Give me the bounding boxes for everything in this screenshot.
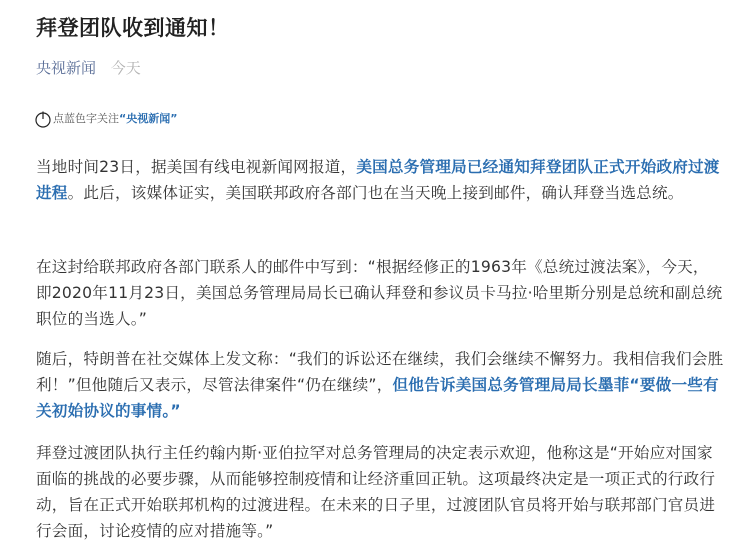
- paragraph-1-highlight: 美国总务管理局已经通知拜登团队正式开始政府过渡进程: [36, 158, 720, 202]
- power-icon: [34, 110, 52, 128]
- paragraph-3-highlight: 但他告诉美国总务管理局局长墨菲“要做一些有关初始协议的事情。”: [36, 376, 719, 420]
- article-meta: [36, 58, 141, 78]
- source-account-link[interactable]: 央视新闻: [36, 59, 97, 77]
- follow-prompt-text: 点蓝色字关注: [53, 112, 119, 125]
- publish-date: 今天: [110, 59, 141, 77]
- paragraph-4: 拜登过渡团队执行主任约翰内斯·亚伯拉罕对总务管理局的决定表示欢迎，他称这是“开始应对国家面临的挑战的必要步骤，从而能够控制疫情和让经济重回正轨。这项最终决定是一项正式的行政行动，旨在正式开始联邦机构的过渡进程。在未来的日子里，过渡团队官员将开始与联邦部门官员进行会面，讨论疫情的应对措施等。”: [36, 444, 716, 540]
- paragraph-1: [36, 154, 724, 206]
- follow-account-link[interactable]: “央视新闻”: [119, 112, 178, 125]
- paragraph-3-text: 随后，特朗普在社交媒体上发文称：“我们的诉讼还在继续，我们会继续不懈努力。我相信我们会胜利！”但他随后又表示，尽管法律案件“仍在继续”，: [36, 350, 724, 394]
- paragraph-1-text-end: 。此后，该媒体证实，美国联邦政府各部门也在当天晚上接到邮件，确认拜登当选总统。: [67, 184, 684, 202]
- paragraph-3: [36, 346, 724, 424]
- follow-prompt: [34, 110, 177, 128]
- article-title: 拜登团队收到通知！: [36, 16, 230, 40]
- paragraph-1-text: 当地时间23日，据美国有线电视新闻网报道，: [36, 158, 357, 176]
- paragraph-2: 在这封给联邦政府各部门联系人的邮件中写到：“根据经修正的1963年《总统过渡法案》，今天，即2020年11月23日，美国总务管理局局长已确认拜登和参议员卡马拉·哈里斯分别是总统和副总统职位的当选人。”: [36, 258, 723, 328]
